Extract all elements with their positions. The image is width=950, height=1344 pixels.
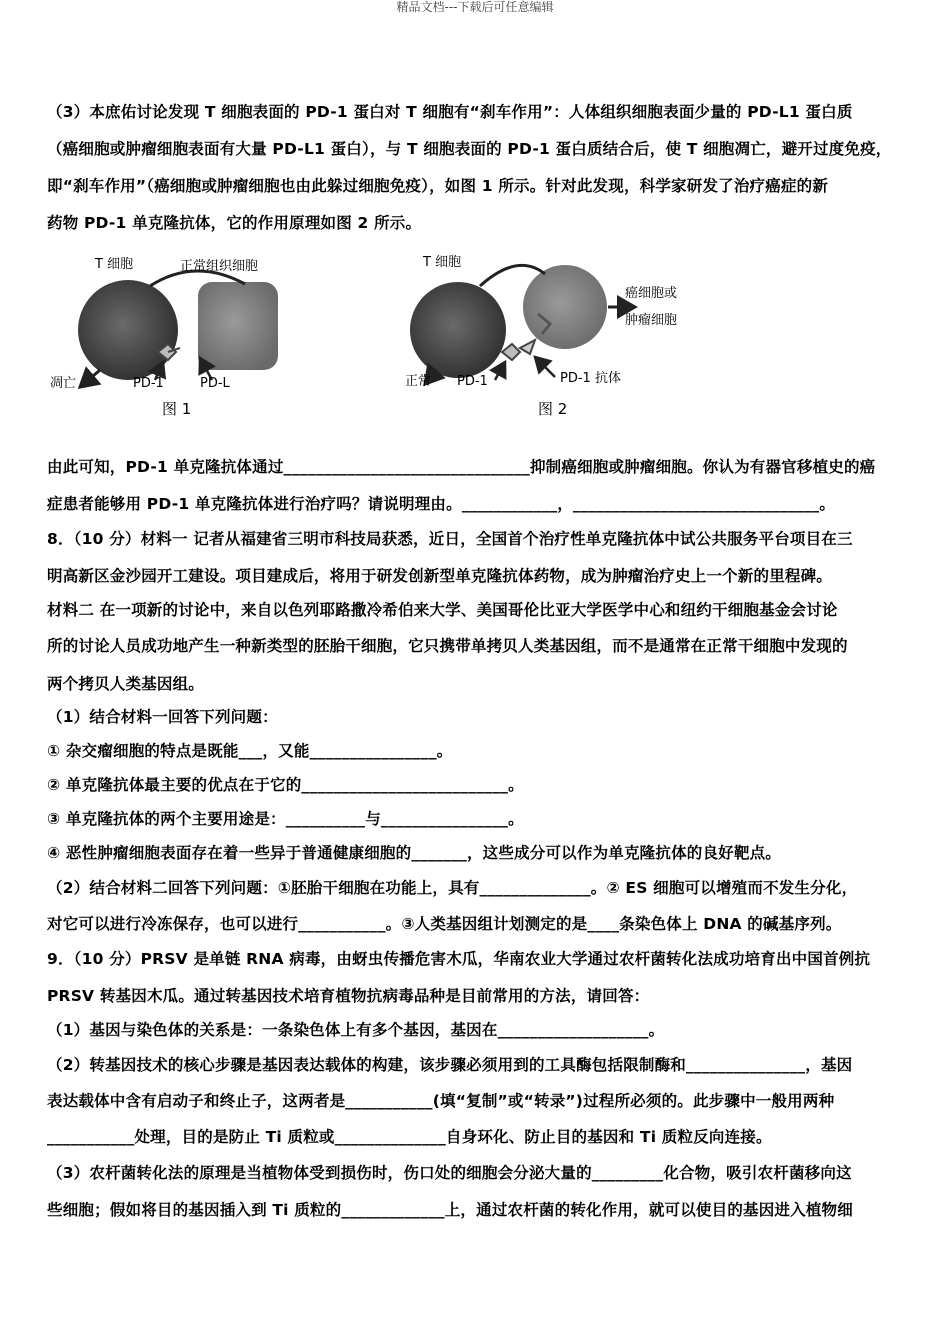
normal-tissue-cell [198, 282, 278, 370]
label-pdl: PD-L [200, 376, 230, 391]
figure-2-caption: 图 2 [538, 400, 568, 418]
paragraph-line: （1）基因与染色体的关系是：一条染色体上有多个基因，基因在___________________。 [47, 1021, 665, 1039]
paragraph-line: 由此可知，PD-1 单克隆抗体通过_______________________________抑制癌细胞或肿瘤细胞。你认为有器官移植史的癌 [47, 458, 876, 476]
paragraph-line: ④ 恶性肿瘤细胞表面存在着一些异于普通健康细胞的_______，这些成分可以作为单克隆抗体的良好靶点。 [47, 844, 781, 862]
label-normal: 正常 [405, 374, 432, 389]
paragraph-line: 所的讨论人员成功地产生一种新类型的胚胎干细胞，它只携带单拷贝人类基因组，而不是通常在正常干细胞中发现的 [47, 637, 848, 655]
paragraph-line: （3）农杆菌转化法的原理是当植物体受到损伤时，伤口处的细胞会分泌大量的_________化合物，吸引农杆菌移向这 [47, 1164, 852, 1182]
paragraph-line: 表达载体中含有启动子和终止子，这两者是___________(填“复制”或“转录”)过程所必须的。此步骤中一般用两种 [47, 1092, 835, 1110]
paragraph-line: ② 单克隆抗体最主要的优点在于它的__________________________。 [47, 776, 524, 794]
label-pd1-2: PD-1 [457, 374, 488, 389]
paragraph-line: 症患者能够用 PD-1 单克隆抗体进行治疗吗？请说明理由。____________，_______________________________。 [47, 495, 836, 513]
antibody-pointer [535, 357, 555, 377]
paragraph-line: （2）结合材料二回答下列问题：①胚胎干细胞在功能上，具有______________。② ES 细胞可以增殖而不发生分化， [47, 879, 858, 897]
paragraph-line: 些细胞；假如将目的基因插入到 Ti 质粒的_____________上，通过农杆菌的转化作用，就可以使目的基因进入植物细 [47, 1201, 853, 1219]
paragraph-line: （1）结合材料一回答下列问题： [47, 708, 278, 726]
paragraph-line: 明高新区金沙园开工建设。项目建成后，将用于研发创新型单克隆抗体药物，成为肿瘤治疗史上一个新的里程碑。 [47, 567, 833, 585]
label-normal-cell: 正常组织细胞 [180, 259, 259, 274]
paragraph-line: （2）转基因技术的核心步骤是基因表达载体的构建，该步骤必须用到的工具酶包括限制酶和_______________，基因 [47, 1056, 853, 1074]
paragraph-line: 9．（10 分）PRSV 是单链 RNA 病毒，由蚜虫传播危害木瓜，华南农业大学通过农杆菌转化法成功培育出中国首例抗 [47, 950, 871, 968]
paragraph-line: 即“刹车作用”（癌细胞或肿瘤细胞也由此躲过细胞免疫），如图 1 所示。针对此发现，科学家研发了治疗癌症的新 [47, 177, 829, 195]
figure-1-caption: 图 1 [162, 400, 192, 418]
antibody-shape [520, 340, 535, 354]
paragraph-line: ③ 单克隆抗体的两个主要用途是：__________与________________。 [47, 810, 524, 828]
paragraph-line: 对它可以进行冷冻保存，也可以进行___________。③人类基因组计划测定的是____条染色体上 DNA 的碱基序列。 [47, 915, 842, 933]
apoptosis-arrow [80, 370, 100, 387]
label-t-cell: T 细胞 [95, 257, 134, 272]
paragraph-line: 材料二 在一项新的讨论中，来自以色列耶路撒冷希伯来大学、美国哥伦比亚大学医学中心和纽约干细胞基金会讨论 [47, 601, 838, 619]
page-header: 精品文档---下载后可任意编辑 [396, 0, 554, 14]
paragraph-line: 两个拷贝人类基因组。 [47, 675, 205, 693]
label-antibody: PD-1 抗体 [560, 371, 621, 386]
figure-2 [405, 255, 677, 418]
paragraph-line: PRSV 转基因木瓜。通过转基因技术培育植物抗病毒品种是目前常用的方法，请回答： [47, 987, 650, 1005]
pd1-pointer-2 [495, 362, 505, 380]
paragraph-line: 8．（10 分）材料一 记者从福建省三明市科技局获悉，近日，全国首个治疗性单克隆抗体中试公共服务平台项目在三 [47, 530, 853, 548]
label-t-cell-2: T 细胞 [423, 255, 462, 270]
figure-1 [50, 257, 278, 418]
label-apoptosis: 凋亡 [50, 376, 77, 391]
paragraph-line: ___________处理，目的是防止 Ti 质粒或______________自身环化、防止目的基因和 Ti 质粒反向连接。 [47, 1128, 772, 1146]
paragraph-line: ① 杂交瘤细胞的特点是既能___，又能________________。 [47, 742, 453, 760]
label-cancer-2: 肿瘤细胞 [625, 313, 678, 328]
paragraph-line: （癌细胞或肿瘤细胞表面有大量 PD-L1 蛋白），与 T 细胞表面的 PD-1 蛋白质结合后，使 T 细胞凋亡，避开过度免疫， [47, 140, 892, 158]
label-cancer-1: 癌细胞或 [625, 286, 678, 301]
figure-area [40, 252, 760, 427]
label-pd1: PD-1 [133, 376, 164, 391]
cancer-cell [523, 265, 607, 349]
t-cell-2 [410, 282, 506, 378]
paragraph-line: 药物 PD-1 单克隆抗体，它的作用原理如图 2 所示。 [47, 214, 422, 232]
figures-svg [40, 252, 760, 427]
paragraph-line: （3）本庶佑讨论发现 T 细胞表面的 PD-1 蛋白对 T 细胞有“刹车作用”：人体组织细胞表面少量的 PD-L1 蛋白质 [47, 103, 853, 121]
pd1-receptor-2 [502, 344, 520, 360]
